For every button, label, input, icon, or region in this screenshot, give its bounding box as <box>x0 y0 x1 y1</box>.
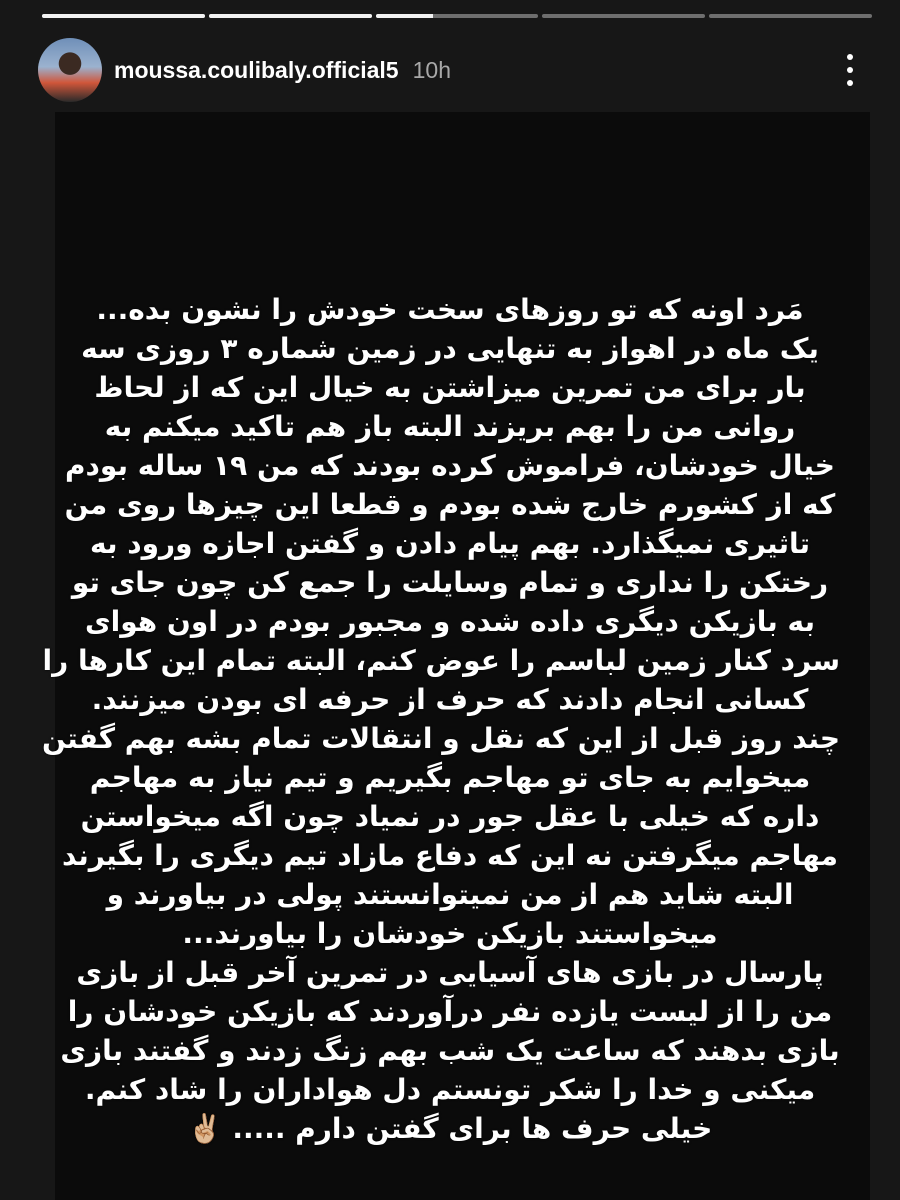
progress-fill <box>42 14 205 18</box>
text-line: میکنی و خدا را شکر تونستم دل هواداران را شاد کنم. <box>84 1073 816 1106</box>
text-line: روانی من را بهم بریزند البته باز هم تاکید میکنم به <box>104 410 796 443</box>
text-line: کسانی انجام دادند که حرف از حرفه ای بودن میزنند. <box>91 683 809 716</box>
text-line: سرد کنار زمین لباسم را عوض کنم، البته تمام این کارها را <box>42 644 840 677</box>
text-line: میخوایم به جای تو مهاجم بگیریم و تیم نیاز به مهاجم <box>89 761 811 794</box>
progress-segment <box>209 14 372 18</box>
text-line: مَرد اونه که تو روزهای سخت خودش را نشون بده... <box>96 293 804 326</box>
text-line: به بازیکن دیگری داده شده و مجبور بودم در اون هوای <box>84 605 816 638</box>
text-line: چند روز قبل از این که نقل و انتقالات تمام بشه بهم گفتن <box>41 722 840 755</box>
progress-segment <box>376 14 539 18</box>
progress-segment <box>542 14 705 18</box>
text-line: مهاجم میگرفتن نه این که دفاع مازاد تیم دیگری را بگیرند <box>62 839 838 872</box>
text-line: پارسال در بازی های آسیایی در تمرین آخر قبل از بازی <box>76 956 824 989</box>
text-line: که از کشورم خارج شده بودم و قطعا این چیزها روی من <box>64 488 836 521</box>
progress-segment <box>42 14 205 18</box>
username[interactable]: moussa.coulibaly.official5 <box>114 56 399 83</box>
text-line: داره که خیلی با عقل جور در نمیاد چون اگه میخواستن <box>80 800 820 833</box>
more-options-icon[interactable] <box>840 50 860 90</box>
avatar[interactable] <box>38 38 102 102</box>
progress-fill <box>209 14 372 18</box>
text-line: تاثیری نمیگذارد. بهم پیام دادن و گفتن اجازه ورود به <box>89 527 811 560</box>
story-header <box>38 38 860 102</box>
text-line: من را از لیست یازده نفر درآوردند که بازیکن خودشان را <box>67 995 833 1028</box>
text-line: البته شاید هم از من نمیتوانستند پولی در بیاورند و <box>106 878 794 911</box>
text-line: بازی بدهند که ساعت یک شب بهم زنگ زدند و گفتند بازی <box>60 1034 840 1067</box>
story-progress-bar <box>42 14 872 18</box>
text-line: بار برای من تمرین میزاشتن به خیال این که از لحاظ <box>94 371 806 404</box>
progress-fill <box>376 14 433 18</box>
text-line: خیلی حرف ها برای گفتن دارم ..... ✌🏼 <box>187 1112 713 1145</box>
post-time: 10h <box>412 56 451 83</box>
story-text <box>41 290 840 1148</box>
text-line: میخواستند بازیکن خودشان را بیاورند... <box>182 917 718 950</box>
text-line: یک ماه در اهواز به تنهایی در زمین شماره ۳ روزی سه <box>81 332 819 365</box>
text-line: خیال خودشان، فراموش کرده بودند که من ۱۹ ساله بودم <box>65 449 835 482</box>
progress-segment <box>709 14 872 18</box>
text-line: رختکن را نداری و تمام وسایلت را جمع کن چون جای تو <box>71 566 829 599</box>
